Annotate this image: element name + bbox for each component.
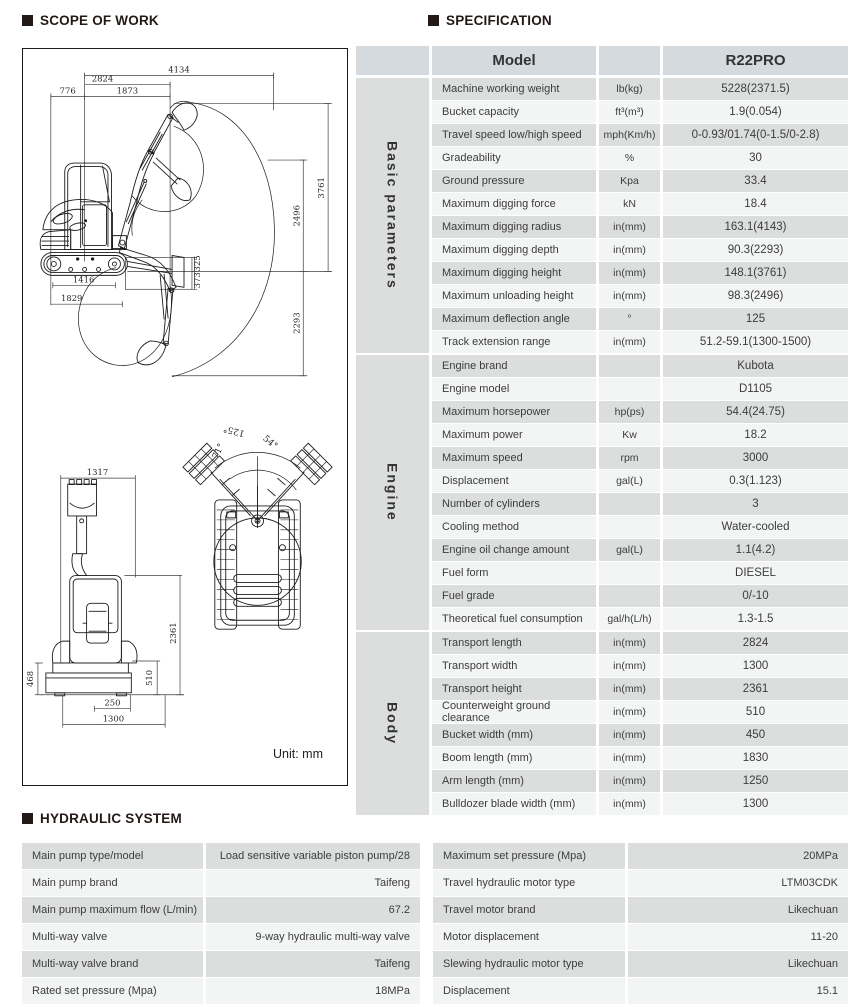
spec-value: 3000 [663,447,848,469]
spec-unit [599,516,660,538]
spec-value: 1300 [663,793,848,815]
hydraulic-table-left [22,843,420,1004]
dim-label: 2293 [291,312,302,334]
spec-value: 30 [663,147,848,169]
hydraulic-param-label: Travel hydraulic motor type [433,870,625,896]
hydraulic-param-value: LTM03CDK [628,870,848,896]
section-marker-icon [22,15,33,26]
hydraulic-param-value: 9-way hydraulic multi-way valve [206,924,420,950]
spec-unit: lb(kg) [599,78,660,100]
spec-unit: in(mm) [599,724,660,746]
hydraulic-param-value: Likechuan [628,951,848,977]
hydraulic-param-value: 20MPa [628,843,848,869]
spec-unit: hp(ps) [599,401,660,423]
hydraulic-param-label: Displacement [433,978,625,1004]
spec-param-label: Ground pressure [432,170,596,192]
spec-value: 51.2-59.1(1300-1500) [663,331,848,353]
spec-unit: Kw [599,424,660,446]
spec-param-label: Bulldozer blade width (mm) [432,793,596,815]
spec-value: 163.1(4143) [663,216,848,238]
dim-label: 1829 [60,293,83,304]
front-view-drawing [46,480,137,696]
spec-param-label: Fuel form [432,562,596,584]
spec-value: 90.3(2293) [663,239,848,261]
spec-value: Water-cooled [663,516,848,538]
spec-unit: in(mm) [599,701,660,723]
spec-unit: ft³(m³) [599,101,660,123]
angle-label: 125° [222,422,246,438]
spec-value: DIESEL [663,562,848,584]
hydraulic-param-label: Main pump maximum flow (L/min) [22,897,203,923]
hydraulic-param-label: Main pump brand [22,870,203,896]
spec-unit: gal(L) [599,470,660,492]
spec-unit: gal(L) [599,539,660,561]
hydraulic-param-label: Main pump type/model [22,843,203,869]
hydraulic-param-label: Multi-way valve [22,924,203,950]
specification-title-text: SPECIFICATION [446,13,552,28]
spec-value: 1.1(4.2) [663,539,848,561]
spec-value: 18.2 [663,424,848,446]
dim-label: 776 [59,85,76,96]
spec-value: 2824 [663,632,848,654]
spec-section-name-text: Engine [384,463,401,522]
spec-value: Kubota [663,355,848,377]
spec-unit [599,562,660,584]
hydraulic-param-label: Multi-way valve brand [22,951,203,977]
specification-table [356,46,848,817]
dim-label: 2496 [291,205,302,227]
excavator-drawing [23,49,347,785]
spec-value: 5228(2371.5) [663,78,848,100]
spec-param-label: Boom length (mm) [432,747,596,769]
spec-unit [599,585,660,607]
spec-param-label: Travel speed low/high speed [432,124,596,146]
spec-unit: in(mm) [599,793,660,815]
spec-unit: mph(Km/h) [599,124,660,146]
spec-unit: in(mm) [599,655,660,677]
spec-value: 33.4 [663,170,848,192]
side-view-drawing [40,103,197,365]
spec-section-0 [356,78,848,353]
spec-unit: Kpa [599,170,660,192]
dim-label: 468 [24,670,35,687]
side-view-dimension-lines [51,73,332,376]
spec-param-label: Engine model [432,378,596,400]
spec-param-label: Maximum digging depth [432,239,596,261]
section-marker-icon [22,813,33,824]
spec-unit: in(mm) [599,747,660,769]
spec-header-row [356,46,848,75]
unit-note: Unit: mm [273,747,323,761]
spec-unit: in(mm) [599,331,660,353]
spec-unit: in(mm) [599,285,660,307]
hydraulic-param-value: Likechuan [628,897,848,923]
spec-value: 1250 [663,770,848,792]
angle-label: 71° [211,442,227,461]
spec-unit: in(mm) [599,678,660,700]
dim-label: 2824 [91,73,114,84]
dim-label: 325 [191,255,202,272]
spec-param-label: Gradeability [432,147,596,169]
spec-section-name [356,355,429,630]
dim-label: 1416 [72,274,95,285]
spec-param-label: Cooling method [432,516,596,538]
spec-param-label: Bucket width (mm) [432,724,596,746]
hydraulic-param-value: 15.1 [628,978,848,1004]
hydraulic-system-title [22,811,182,826]
spec-section-name [356,78,429,353]
scope-of-work-title [22,13,159,28]
spec-param-label: Maximum digging height [432,262,596,284]
spec-unit: in(mm) [599,239,660,261]
spec-param-label: Displacement [432,470,596,492]
spec-section-name [356,632,429,815]
section-marker-icon [428,15,439,26]
spec-value: 3 [663,493,848,515]
top-view-angle-labels [211,423,279,461]
spec-param-label: Number of cylinders [432,493,596,515]
spec-unit: in(mm) [599,770,660,792]
dim-label: 2361 [168,622,179,644]
spec-header-section-cell [356,46,429,75]
spec-unit: in(mm) [599,262,660,284]
hydraulic-table-right [433,843,848,1004]
spec-header-unit-cell [599,46,660,75]
hydraulic-param-value: Taifeng [206,870,420,896]
dim-label: 1317 [86,467,109,478]
spec-value: 1830 [663,747,848,769]
spec-value: 125 [663,308,848,330]
spec-section-2 [356,632,848,815]
dim-label: 250 [104,697,121,708]
spec-value: 2361 [663,678,848,700]
spec-param-label: Fuel grade [432,585,596,607]
spec-header-model-value: R22PRO [663,46,848,75]
spec-value: 18.4 [663,193,848,215]
spec-param-label: Maximum horsepower [432,401,596,423]
dim-label: 1873 [116,85,139,96]
spec-param-label: Maximum unloading height [432,285,596,307]
spec-section-name-text: Basic parameters [384,141,401,290]
hydraulic-param-label: Rated set pressure (Mpa) [22,978,203,1004]
spec-param-label: Maximum power [432,424,596,446]
spec-param-label: Machine working weight [432,78,596,100]
spec-value: 0/-10 [663,585,848,607]
spec-param-label: Engine oil change amount [432,539,596,561]
spec-param-label: Track extension range [432,331,596,353]
spec-unit [599,493,660,515]
hydraulic-param-label: Slewing hydraulic motor type [433,951,625,977]
spec-param-label: Bucket capacity [432,101,596,123]
spec-param-label: Maximum digging radius [432,216,596,238]
spec-value: 0.3(1.123) [663,470,848,492]
spec-value: 98.3(2496) [663,285,848,307]
spec-unit: ° [599,308,660,330]
spec-param-label: Maximum digging force [432,193,596,215]
spec-header-model-label: Model [432,46,596,75]
spec-value: D1105 [663,378,848,400]
spec-unit: gal/h(L/h) [599,608,660,630]
dim-label: 373 [191,272,202,289]
top-view-drawing [183,443,332,629]
spec-unit: kN [599,193,660,215]
spec-value: 1.9(0.054) [663,101,848,123]
spec-value: 1300 [663,655,848,677]
spec-param-label: Maximum deflection angle [432,308,596,330]
front-view-dimension-lines [35,475,184,727]
hydraulic-system-title-text: HYDRAULIC SYSTEM [40,811,182,826]
spec-value: 510 [663,701,848,723]
hydraulic-param-label: Travel motor brand [433,897,625,923]
spec-unit: in(mm) [599,632,660,654]
scope-of-work-title-text: SCOPE OF WORK [40,13,159,28]
spec-unit: % [599,147,660,169]
spec-value: 450 [663,724,848,746]
spec-value: 1.3-1.5 [663,608,848,630]
hydraulic-param-label: Maximum set pressure (Mpa) [433,843,625,869]
hydraulic-param-label: Motor displacement [433,924,625,950]
spec-param-label: Arm length (mm) [432,770,596,792]
front-view-dimension-labels [25,467,178,723]
spec-param-label: Engine brand [432,355,596,377]
spec-unit [599,355,660,377]
angle-label: 54° [260,433,280,452]
hydraulic-param-value: 67.2 [206,897,420,923]
spec-unit: rpm [599,447,660,469]
spec-table-body [356,78,848,815]
hydraulic-param-value: Taifeng [206,951,420,977]
spec-param-label: Transport width [432,655,596,677]
spec-param-label: Counterweight ground clearance [432,701,596,723]
spec-value: 54.4(24.75) [663,401,848,423]
spec-section-1 [356,355,848,630]
dim-label: 4134 [168,64,190,75]
spec-param-label: Transport length [432,632,596,654]
spec-unit [599,378,660,400]
spec-section-name-text: Body [384,702,401,745]
dim-label: 510 [144,669,155,686]
specification-title [428,13,552,28]
spec-value: 0-0.93/01.74(0-1.5/0-2.8) [663,124,848,146]
hydraulic-param-value: Load sensitive variable piston pump/28 [206,843,420,869]
dim-label: 3761 [316,177,327,199]
spec-value: 148.1(3761) [663,262,848,284]
scope-of-work-panel [22,48,348,786]
spec-unit: in(mm) [599,216,660,238]
hydraulic-param-value: 11-20 [628,924,848,950]
hydraulic-param-value: 18MPa [206,978,420,1004]
spec-param-label: Transport height [432,678,596,700]
spec-param-label: Theoretical fuel consumption [432,608,596,630]
spec-param-label: Maximum speed [432,447,596,469]
dim-label: 1300 [102,713,125,724]
